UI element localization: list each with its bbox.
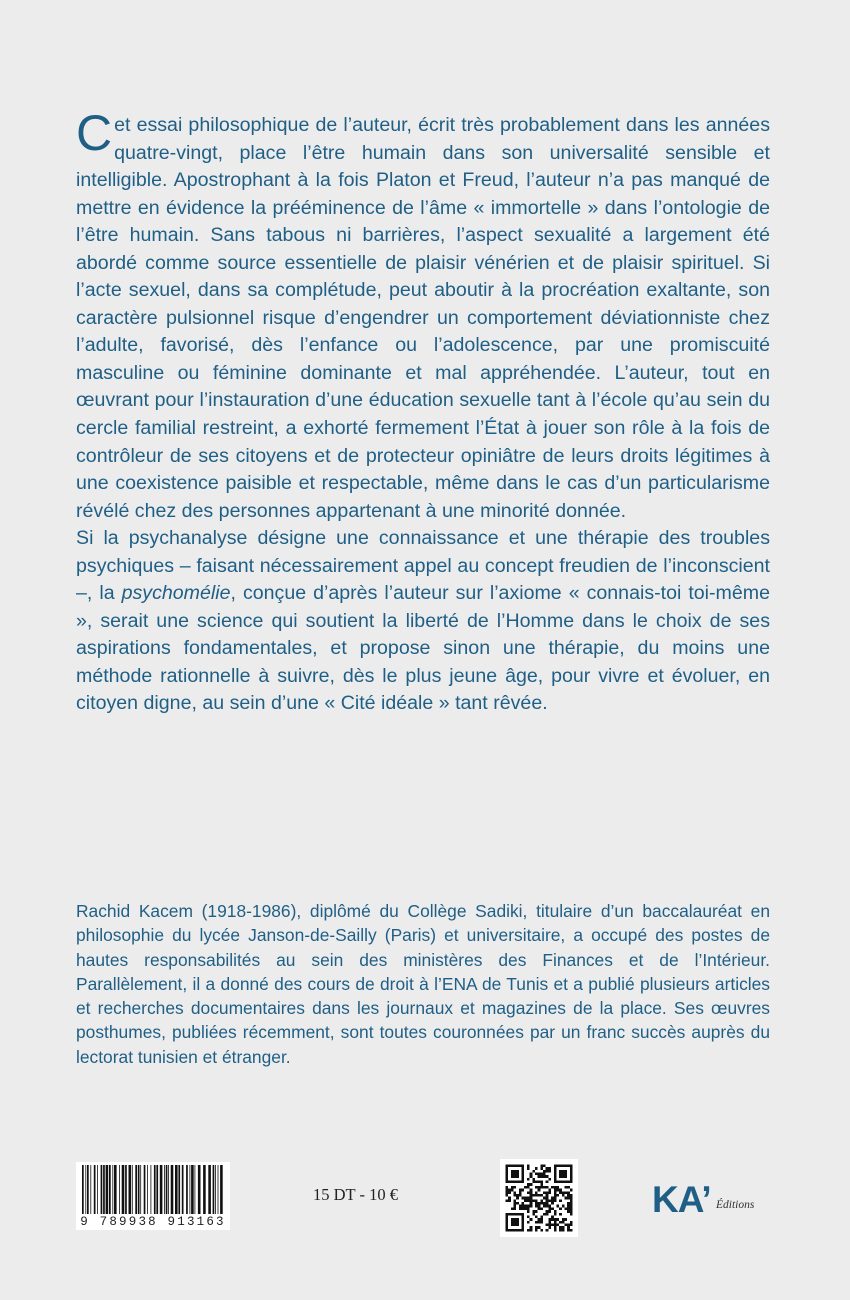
summary-paragraph-2-start: Si la psychanalyse désigne une connaissance et une thérapie des troubles psychiques – faisant nécessairement appel au concept freudien de l’inconscient –, la <box>76 527 770 605</box>
author-name: Rachid Kacem <box>76 901 193 921</box>
summary-paragraph-2-end: , conçue d’après l’auteur sur l’axiome « connais-toi toi-même », serait une science qui soutient la liberté de l’Homme dans le choix de ses aspirations fondamentales, et propose sinon une thérapie, du moins une méthode rationnelle à suivre, dès le plus jeune âge, pour vivre et évoluer, en citoyen digne, au sein d’une « Cité idéale » tant rêvée. <box>76 582 770 715</box>
psychomelie-term: psychomélie <box>121 582 231 605</box>
price-label: 15 DT - 10 € <box>313 1185 398 1204</box>
author-biography <box>76 899 770 1069</box>
qr-code <box>500 1159 578 1237</box>
biography-paragraph <box>76 899 770 1069</box>
publisher-logo <box>652 1180 772 1220</box>
biography-text: (1918-1986), diplômé du Collège Sadiki, titulaire d’un baccalauréat en philosophie du lycée Janson-de-Sailly (Paris) et universitaire, a occupé des postes de hautes responsabilités au sein des ministères des Finances et de l’Intérieur. Parallèlement, il a donné des cours de droit à l’ENA de Tunis et a publié plusieurs articles et recherches documentaires dans les journaux et magazines de la place. Ses œuvres posthumes, publiées récemment, sont toutes couronnées par un franc succès auprès du lectorat tunisien et étranger. <box>76 901 770 1067</box>
publisher-logo-mark: KA’ <box>652 1179 711 1220</box>
summary-paragraph-1 <box>76 105 770 525</box>
isbn-number: 9 789938 913163 <box>76 1214 230 1230</box>
drop-cap: C <box>76 105 113 161</box>
summary-paragraph-1-text: et essai philosophique de l’auteur, écrit très probablement dans les années quatre-vingt, place l’être humain dans son universalité sensible et intelligible. Apostrophant à la fois Platon et Freud, l’auteur n’a pas manqué de mettre en évidence la prééminence de l’âme « immortelle » dans l’ontologie de l’être humain. Sans tabous ni barrières, l’aspect sexualité a largement été abordé comme source essentielle de plaisir vénérien et de plaisir spirituel. Si l’acte sexuel, dans sa complétude, peut aboutir à la procréation exaltante, son caractère pulsionnel risque d’engendrer un comportement déviationniste chez l’adulte, favorisé, dès l’enfance ou l’adolescence, par une promiscuité masculine ou féminine dominante et mal appréhendée. L’auteur, tout en œuvrant pour l’instauration d’une éducation sexuelle tant à l’école qu’au sein du cercle familial restreint, a exhorté fermement l’État à jouer son rôle à la fois de contrôleur de ses citoyens et de protecteur opiniâtre de leurs droits légitimes à une coexistence paisible et respectable, même dans le cas d’un particularisme révélé chez des personnes appartenant à une minorité donnée. <box>76 114 770 522</box>
publisher-logo-subtitle: Éditions <box>716 1199 755 1211</box>
summary-text <box>76 105 770 718</box>
summary-paragraph-2 <box>76 525 770 718</box>
